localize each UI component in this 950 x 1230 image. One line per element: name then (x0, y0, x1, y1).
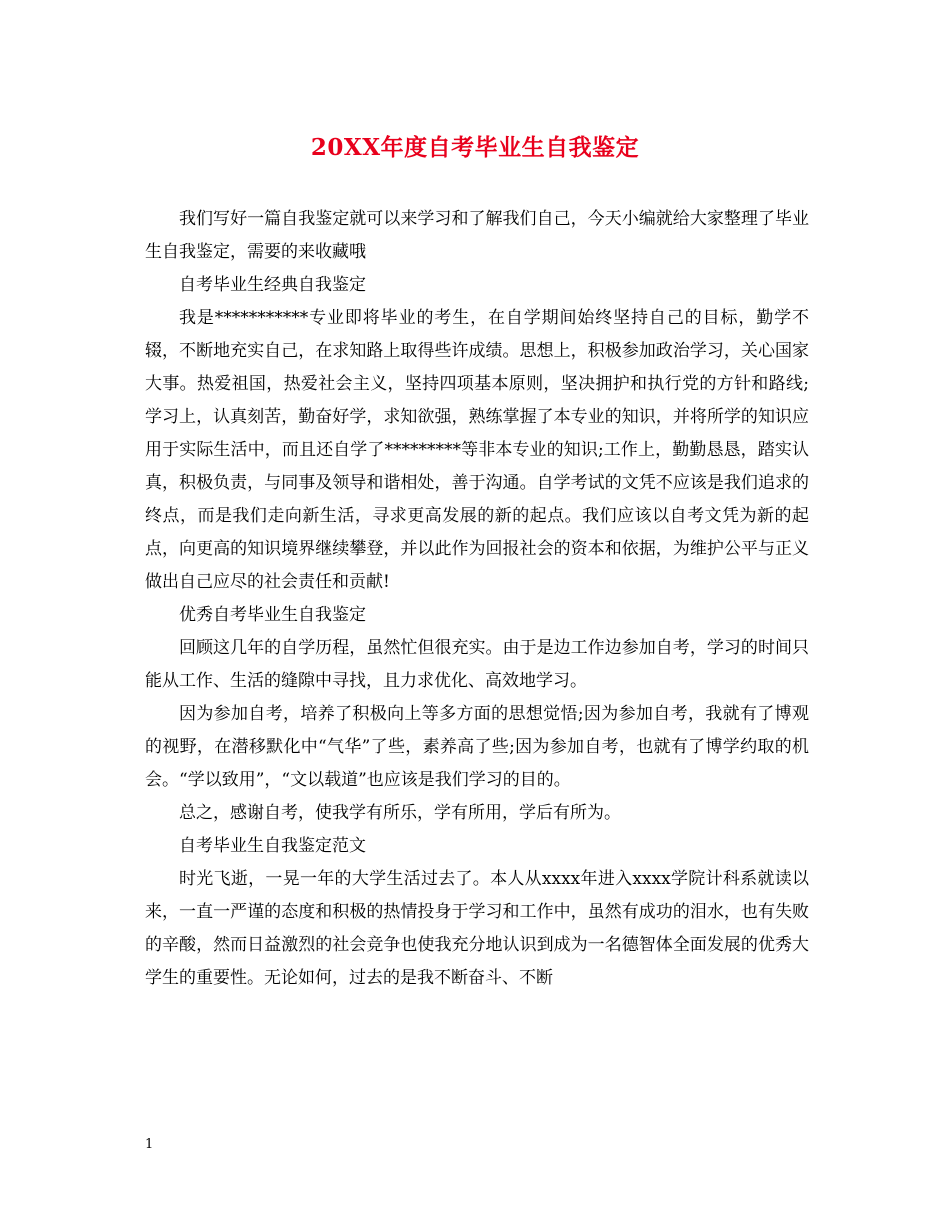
document-title: 20XX年度自考毕业生自我鉴定 (310, 134, 640, 161)
section-heading: 自考毕业生经典自我鉴定 (179, 275, 366, 295)
section-heading: 自考毕业生自我鉴定范文 (179, 836, 366, 856)
body-paragraph: 时光飞逝，一晃一年的大学生活过去了。本人从xxxx年进入xxxx学院计科系就读以来，一直一严谨的态度和积极的热情投身于学习和工作中，虽然有成功的泪水，也有失败的辛酸，然而日益激烈的社会竞争也使我充分地认识到成为一名德智体全面发展的优秀大学生的重要性。无论如何，过去的是我不断奋斗、不断 (145, 869, 809, 988)
body-paragraph: 因为参加自考，培养了积极向上等多方面的思想觉悟;因为参加自考，我就有了博观的视野，在潜移默化中“气华”了些，素养高了些;因为参加自考，也就有了博学约取的机会。“学以致用”，“文以载道”也应该是我们学习的目的。 (145, 704, 809, 790)
body-paragraph: 我是***********专业即将毕业的考生，在自学期间始终坚持自己的目标，勤学不辍，不断地充实自己，在求知路上取得些许成绩。思想上，积极参加政治学习，关心国家大事。热爱祖国，热爱社会主义，坚持四项基本原则，坚决拥护和执行党的方针和路线;学习上，认真刻苦，勤奋好学，求知欲强，熟练掌握了本专业的知识，并将所学的知识应用于实际生活中，而且还自学了*********等非本专业的知识;工作上，勤勤恳恳，踏实认真，积极负责，与同事及领导和谐相处，善于沟通。自学考试的文凭不应该是我们追求的终点，而是我们走向新生活，寻求更高发展的新的起点。我们应该以自考文凭为新的起点，向更高的知识境界继续攀登，并以此作为回报社会的资本和依据，为维护公平与正义做出自己应尽的社会责任和贡献! (145, 308, 809, 592)
page-number: 1 (145, 1137, 154, 1152)
intro-paragraph: 我们写好一篇自我鉴定就可以来学习和了解我们自己，今天小编就给大家整理了毕业生自我鉴定，需要的来收藏哦 (145, 209, 809, 262)
body-paragraph: 回顾这几年的自学历程，虽然忙但很充实。由于是边工作边参加自考，学习的时间只能从工作、生活的缝隙中寻找，且力求优化、高效地学习。 (145, 638, 809, 691)
document-body (145, 203, 809, 995)
body-paragraph: 总之，感谢自考，使我学有所乐，学有所用，学后有所为。 (179, 803, 621, 823)
section-heading: 优秀自考毕业生自我鉴定 (179, 605, 366, 625)
